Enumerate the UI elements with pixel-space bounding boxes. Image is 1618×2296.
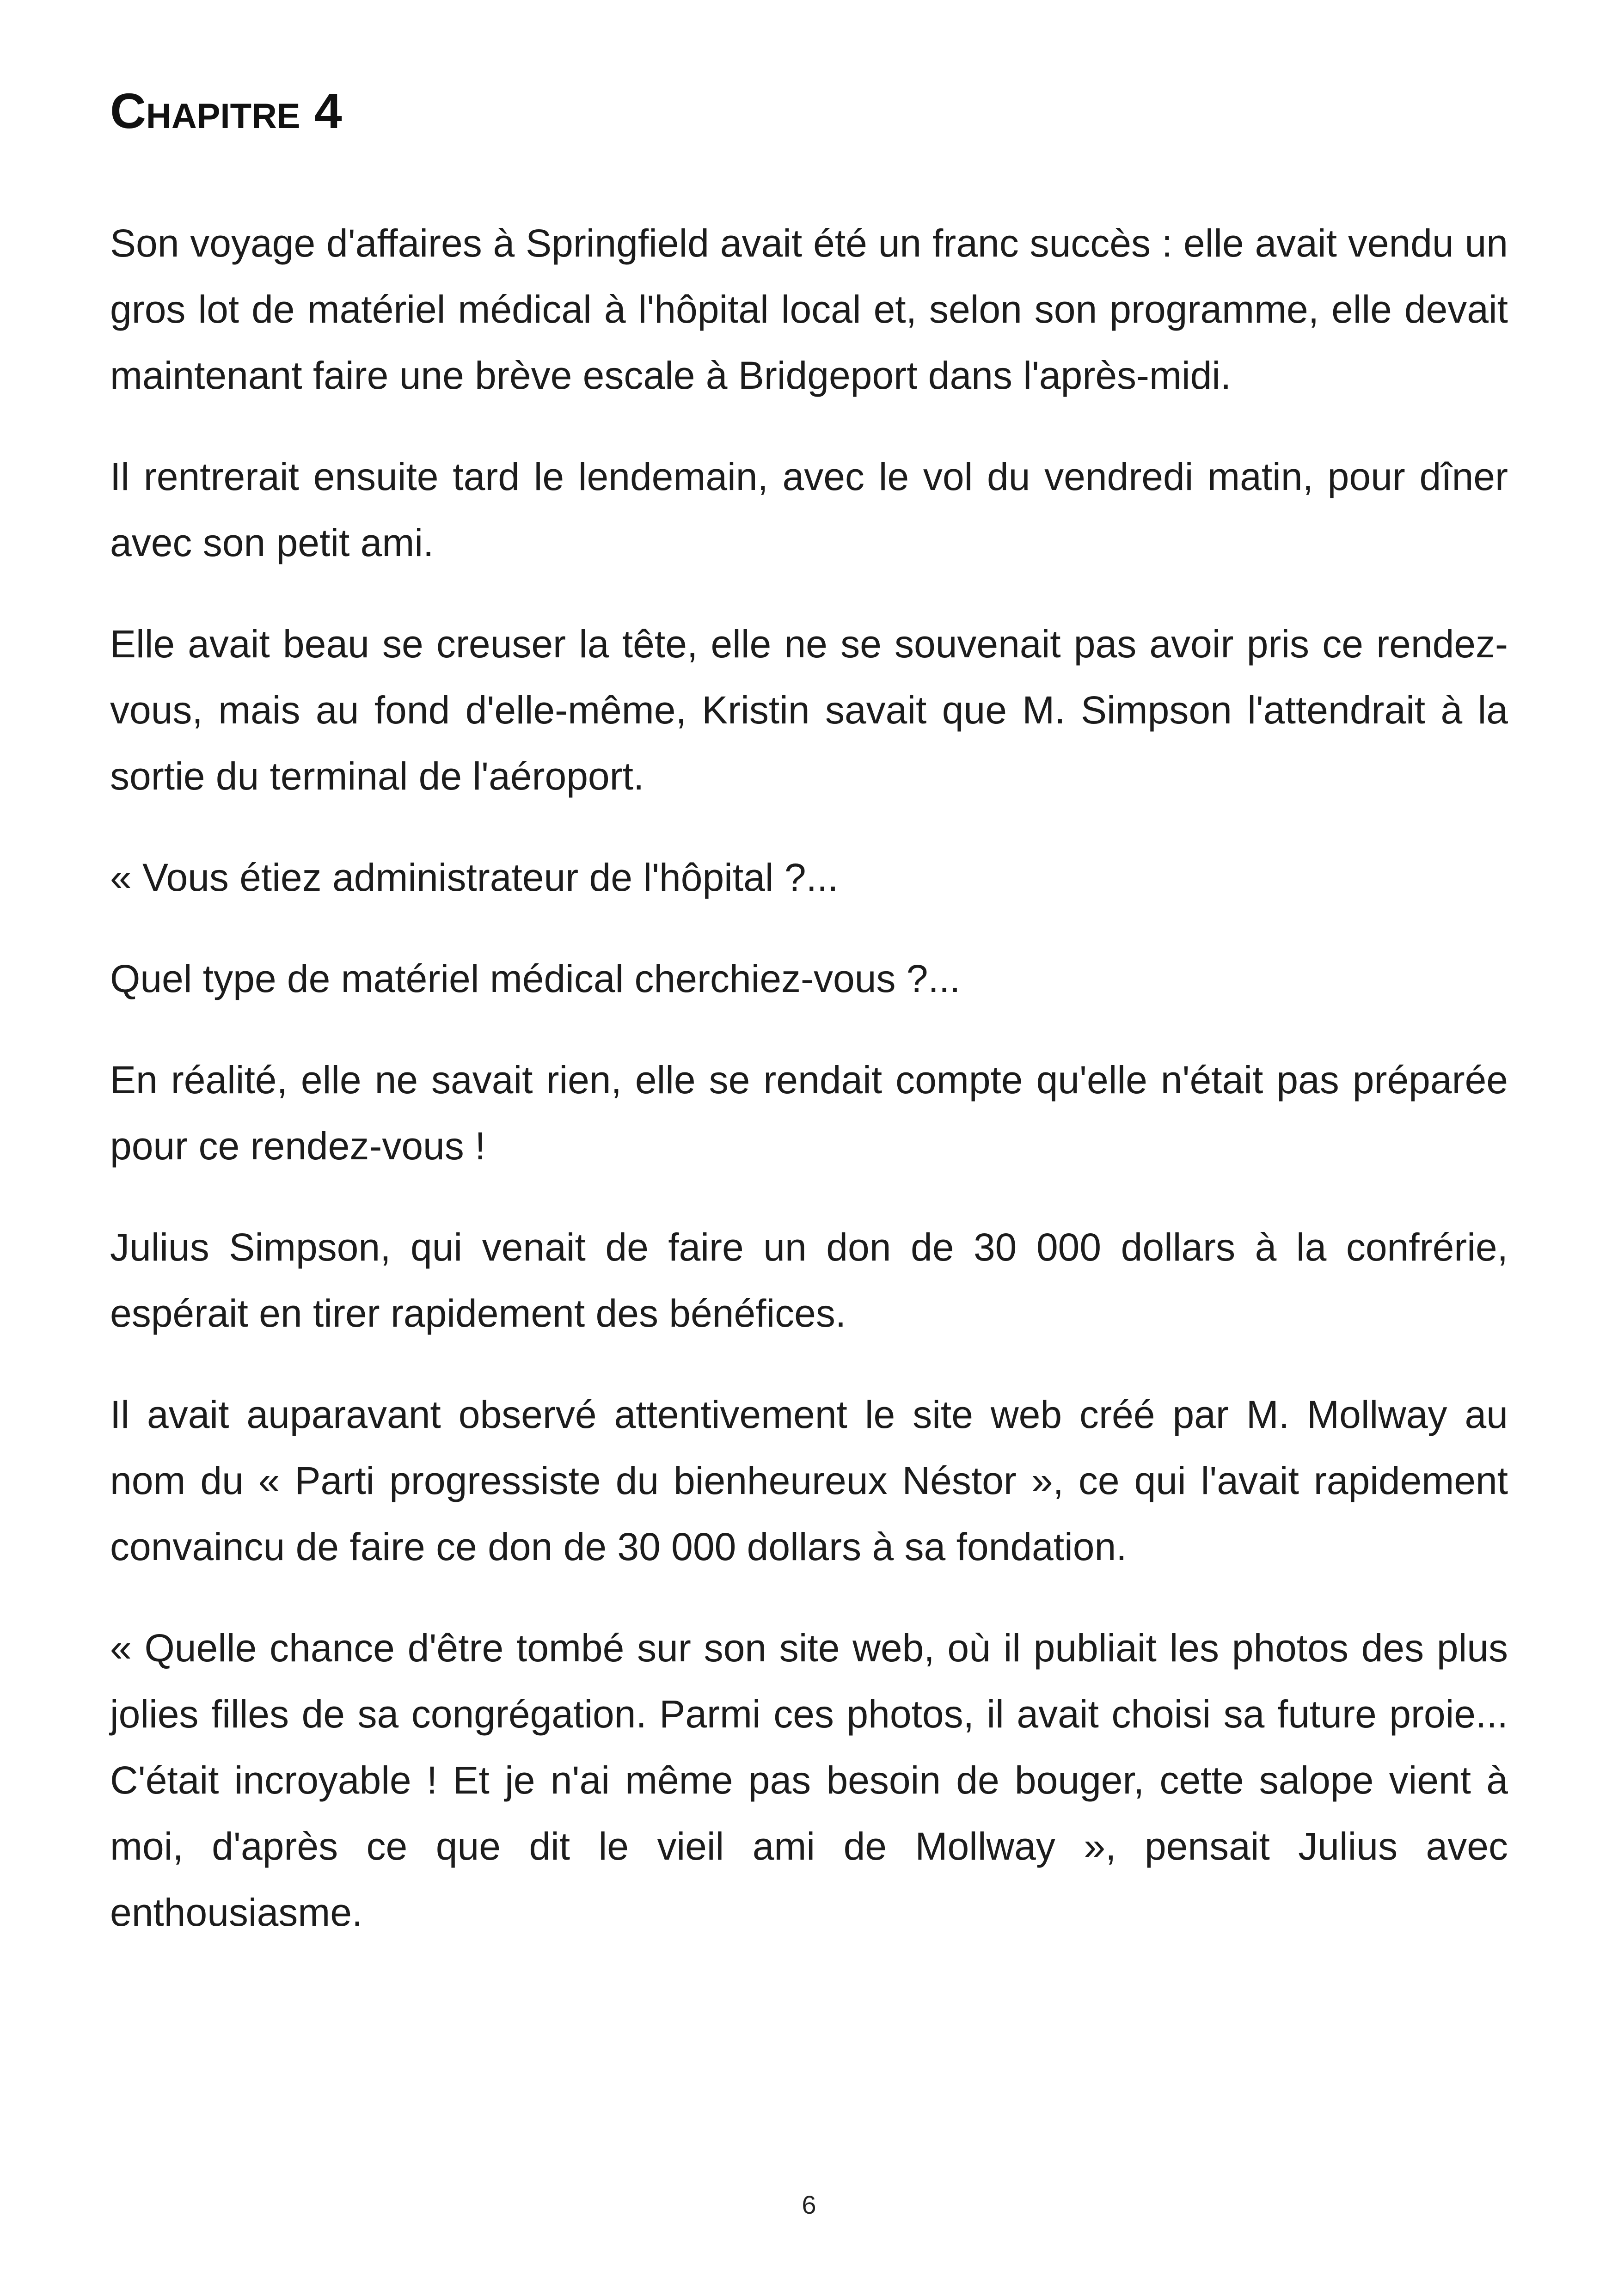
chapter-title: Chapitre 4 xyxy=(110,83,342,139)
paragraph: « Quelle chance d'être tombé sur son site web, où il publiait les photos des plus jolies filles de sa congrégation. Parmi ces photos, il avait choisi sa future proie... C'était incroyable ! Et je n'ai même pas besoin de bouger, cette salope vient à moi, d'après ce que dit le vieil ami de Mollway », pensait Julius avec enthousiasme. xyxy=(110,1626,1508,1934)
page-number: 6 xyxy=(802,2190,816,2219)
paragraph: « Vous étiez administrateur de l'hôpital ?... xyxy=(110,856,839,899)
paragraph: Julius Simpson, qui venait de faire un don de 30 000 dollars à la confrérie, espérait en tirer rapidement des bénéfices. xyxy=(110,1225,1508,1335)
paragraph: Il rentrerait ensuite tard le lendemain, avec le vol du vendredi matin, pour dîner avec son petit ami. xyxy=(110,455,1508,564)
paragraph: Son voyage d'affaires à Springfield avait été un franc succès : elle avait vendu un gros lot de matériel médical à l'hôpital local et, selon son programme, elle devait maintenant faire une brève escale à Bridgeport dans l'après-midi. xyxy=(110,221,1508,397)
paragraph: Il avait auparavant observé attentivement le site web créé par M. Mollway au nom du « Parti progressiste du bienheureux Néstor », ce qui l'avait rapidement convaincu de faire ce don de 30 000 dollars à sa fondation. xyxy=(110,1393,1508,1568)
paragraph: En réalité, elle ne savait rien, elle se rendait compte qu'elle n'était pas préparée pour ce rendez-vous ! xyxy=(110,1058,1508,1168)
document-page xyxy=(110,0,1508,2296)
paragraph: Quel type de matériel médical cherchiez-vous ?... xyxy=(110,957,961,1000)
paragraph: Elle avait beau se creuser la tête, elle ne se souvenait pas avoir pris ce rendez-vous, mais au fond d'elle-même, Kristin savait que M. Simpson l'attendrait à la sortie du terminal de l'aéroport. xyxy=(110,622,1508,798)
chapter-body xyxy=(110,210,1508,1981)
